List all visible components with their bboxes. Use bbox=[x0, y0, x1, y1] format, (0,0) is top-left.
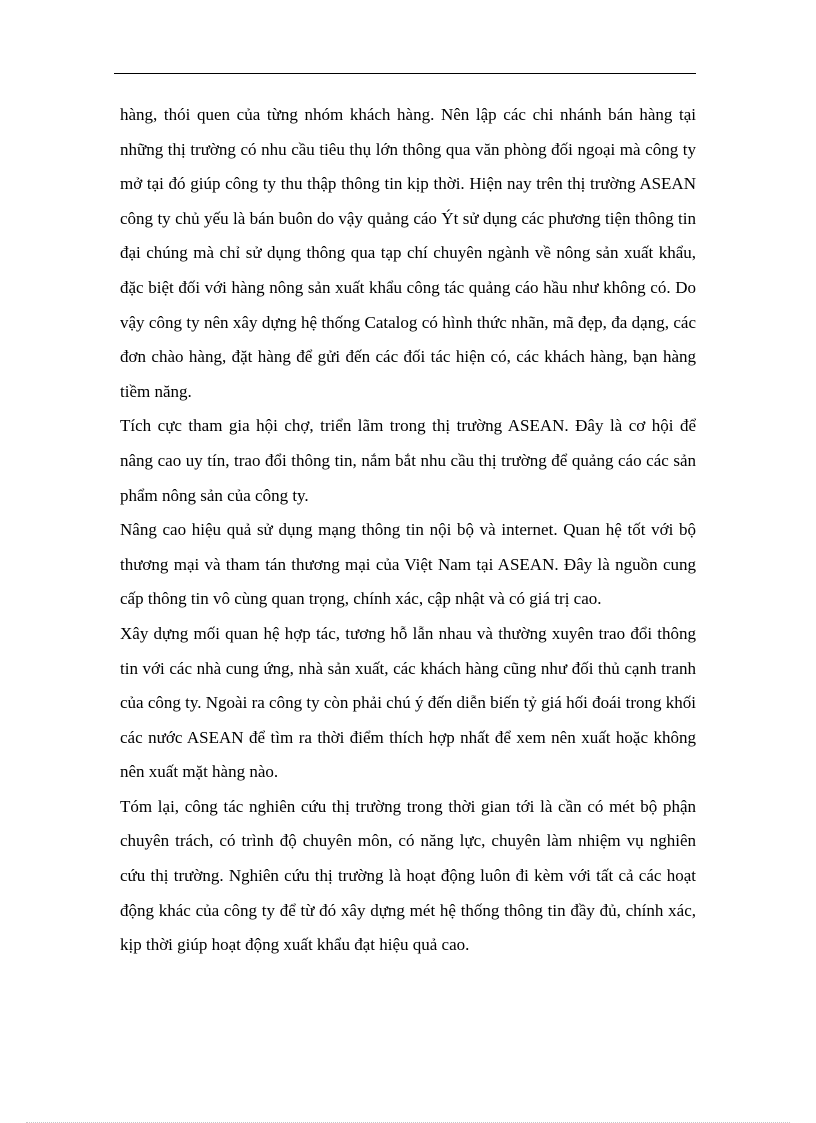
paragraph-3: Nâng cao hiệu quả sử dụng mạng thông tin nội bộ và internet. Quan hệ tốt với bộ thương mại và tham tán thương mại của Việt Nam tại ASEAN. Đây là nguồn cung cấp thông tin vô cùng quan trọng, chính xác, cập nhật và có giá trị cao. bbox=[120, 520, 696, 609]
body-text bbox=[120, 98, 696, 963]
paragraph-4: Xây dựng mối quan hệ hợp tác, tương hỗ lẫn nhau và thường xuyên trao đổi thông tin với các nhà cung ứng, nhà sản xuất, các khách hàng cũng như đối thủ cạnh tranh của công ty. Ngoài ra công ty còn phải chú ý đến diễn biến tỷ giá hối đoái trong khối các nước ASEAN để tìm ra thời điểm thích hợp nhất để xem nên xuất hoặc không nên xuất mặt hàng nào. bbox=[120, 623, 696, 782]
header-rule bbox=[114, 73, 696, 74]
paragraph-5: Tóm lại, công tác nghiên cứu thị trường trong thời gian tới là cần có mét bộ phận chuyên trách, có trình độ chuyên môn, có năng lực, chuyên làm nhiệm vụ nghiên cứu thị trường. Nghiên cứu thị trường là hoạt động luôn đi kèm với tất cả các hoạt động khác của công ty để từ đó xây dựng mét hệ thống thông tin đầy đủ, chính xác, kịp thời giúp hoạt động xuất khẩu đạt hiệu quả cao. bbox=[120, 796, 696, 955]
paragraph-2: Tích cực tham gia hội chợ, triển lãm trong thị trường ASEAN. Đây là cơ hội để nâng cao uy tín, trao đổi thông tin, nắm bắt nhu cầu thị trường để quảng cáo các sản phẩm nông sản của công ty. bbox=[120, 416, 696, 505]
paragraph-1: hàng, thói quen của từng nhóm khách hàng. Nên lập các chi nhánh bán hàng tại những thị trường có nhu cầu tiêu thụ lớn thông qua văn phòng đối ngoại mà công ty mở tại đó giúp công ty thu thập thông tin kịp thời. Hiện nay trên thị trường ASEAN công ty chủ yếu là bán buôn do vậy quảng cáo Ýt sử dụng các phương tiện thông tin đại chúng mà chỉ sử dụng thông qua tạp chí chuyên ngành về nông sản xuất khẩu, đặc biệt đối với hàng nông sản xuất khẩu công tác quảng cáo hầu như không có. Do vậy công ty nên xây dựng hệ thống Catalog có hình thức nhãn, mã đẹp, đa dạng, các đơn chào hàng, đặt hàng để gửi đến các đối tác hiện có, các khách hàng, bạn hàng tiềm năng. bbox=[120, 105, 696, 401]
